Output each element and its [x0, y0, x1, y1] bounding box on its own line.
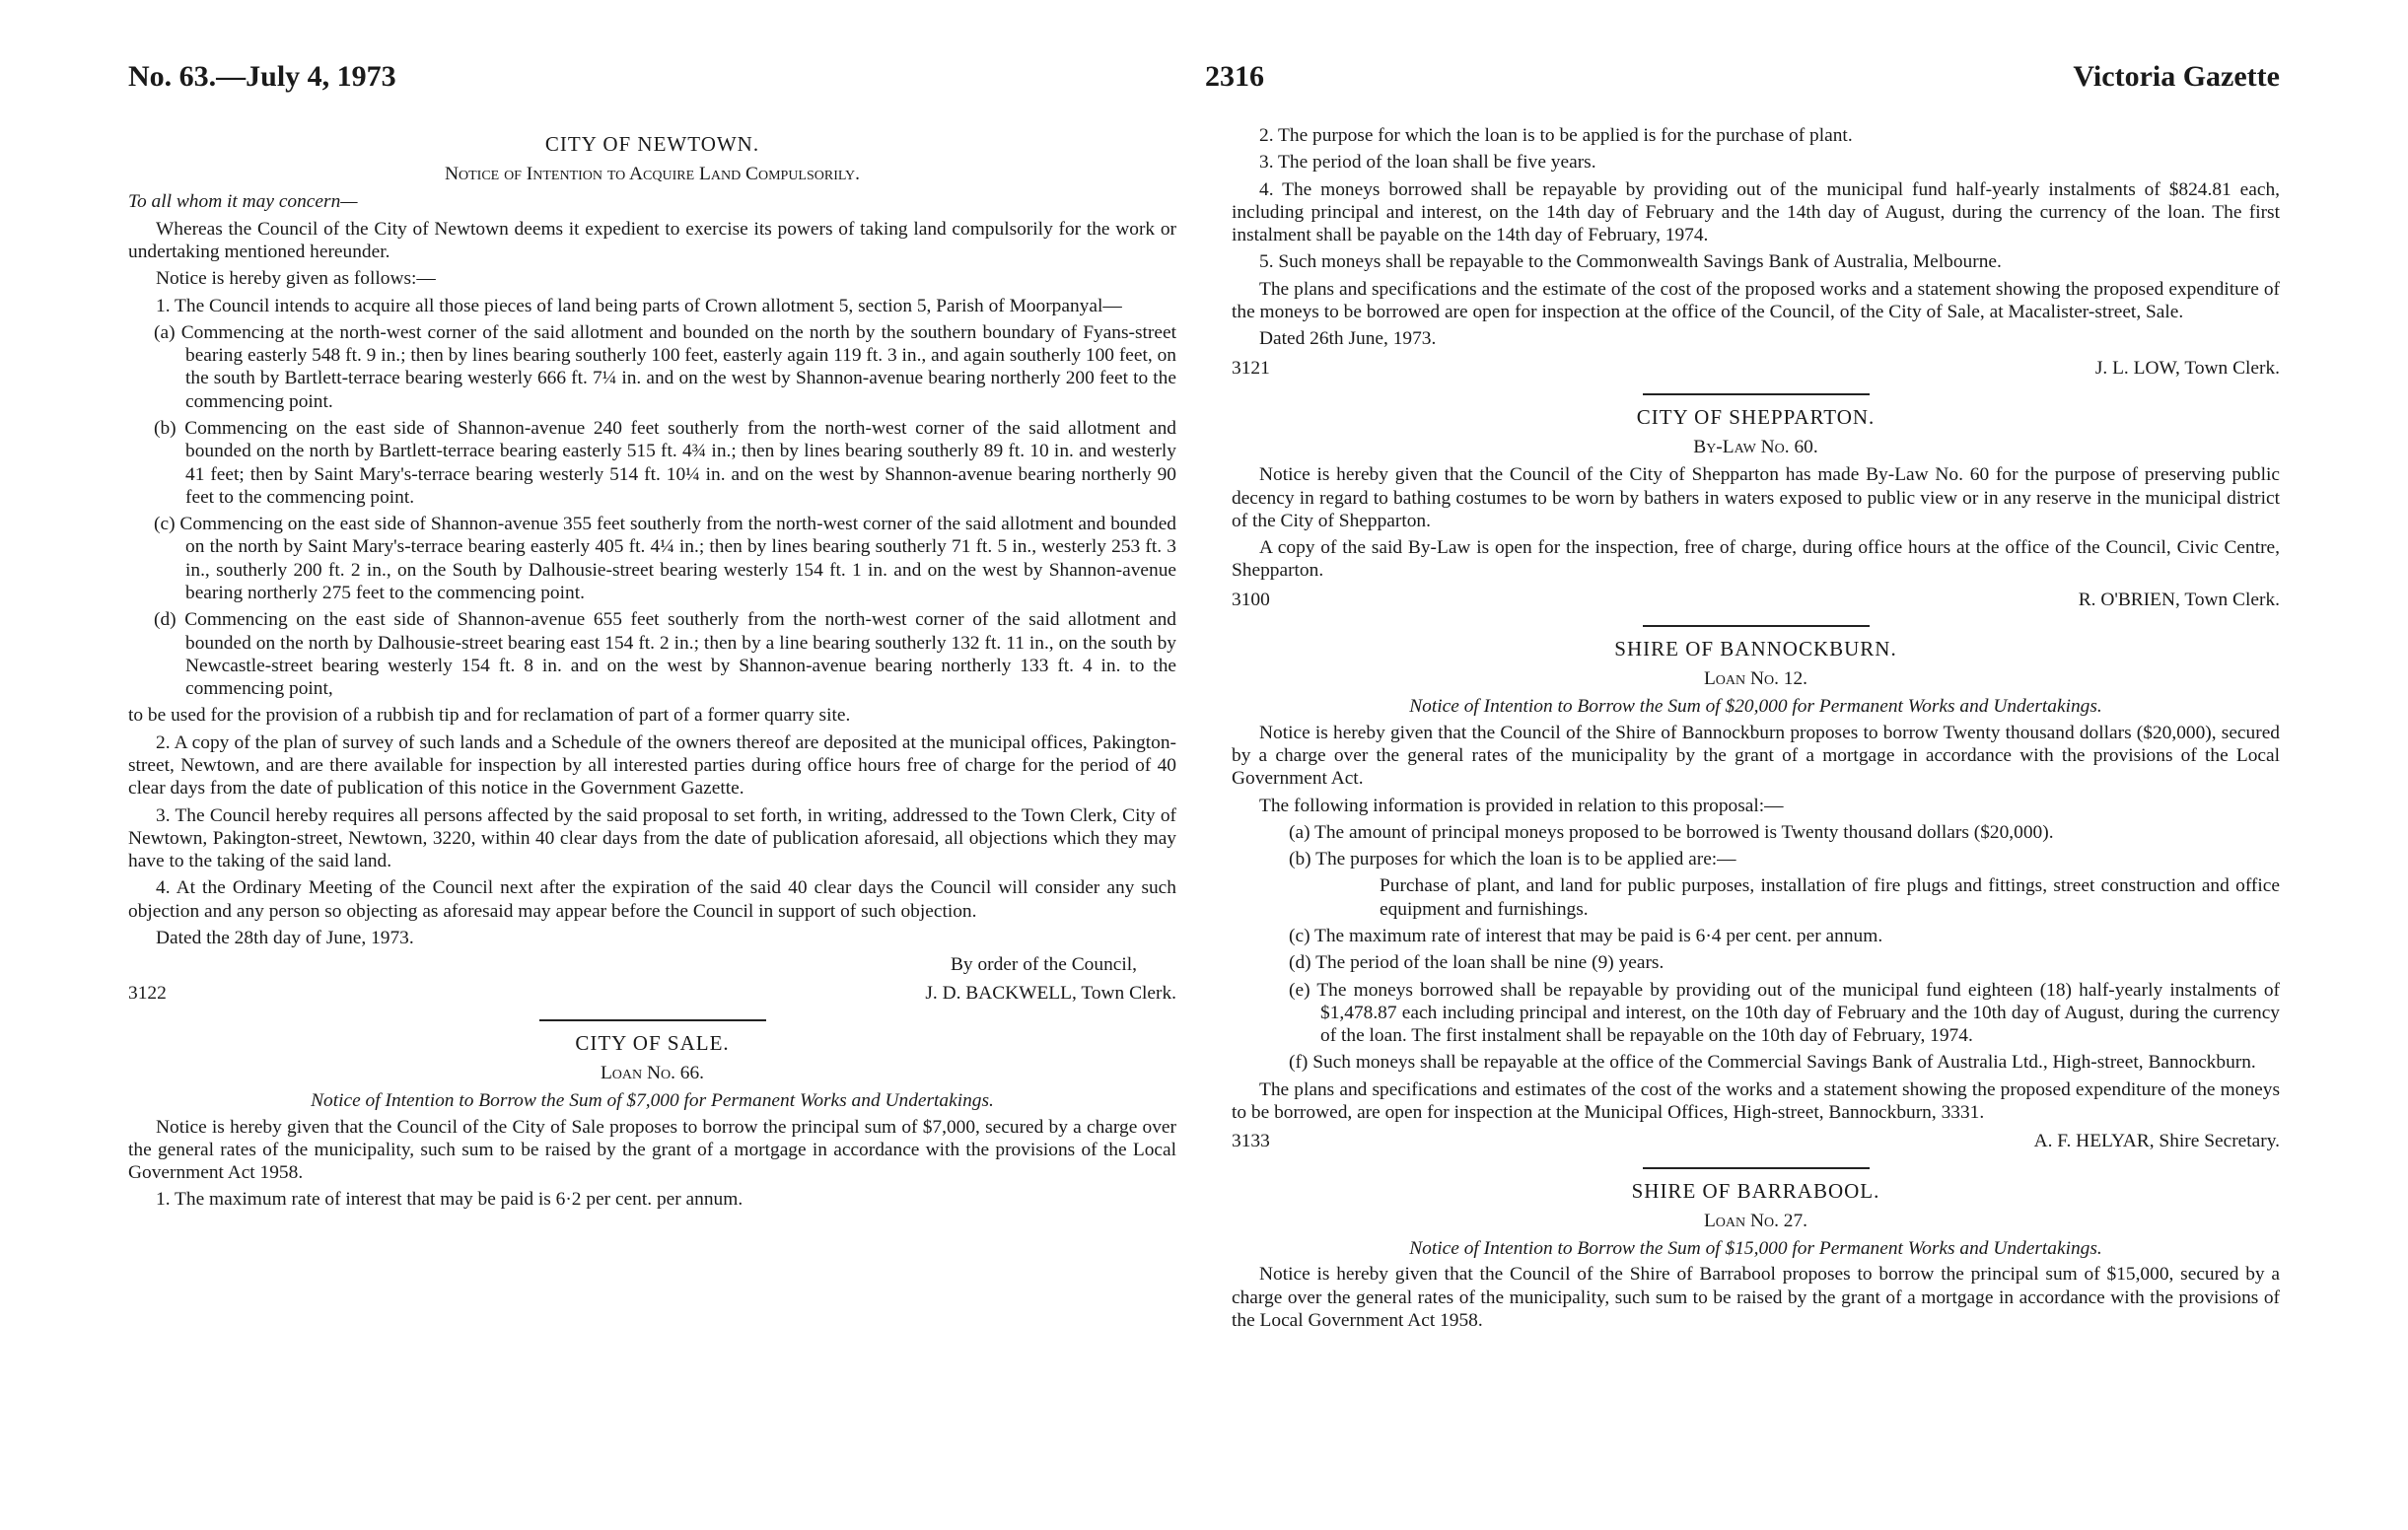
page-number: 2316	[1205, 60, 1265, 93]
clause-d: (d) The period of the loan shall be nine (9) years.	[1289, 952, 1664, 974]
paragraph: Notice is hereby given as follows:—	[156, 268, 436, 290]
paragraph: The following information is provided in relation to this proposal:—	[1259, 795, 1784, 816]
paragraph: A copy of the said By-Law is open for the inspection, free of charge, during office hours at the office of the Council, Civic Centre, Shepparton.	[1232, 537, 2280, 582]
newtown-notice	[128, 132, 1176, 1006]
paragraph: Notice is hereby given that the Council of the Shire of Bannockburn proposes to borrow Twenty thousand dollars ($20,000), secured by a charge over the general rates of the municipality by the grant of a mortgage in accordance with the provisions of the Local Government Act.	[1232, 722, 2280, 790]
reference-number: 3122	[128, 983, 167, 1005]
shepparton-notice	[1232, 405, 2280, 611]
paragraph: 1. The Council intends to acquire all those pieces of land being parts of Crown allotment 5, section 5, Parish of Moorpanyal—	[156, 295, 1122, 316]
paragraph: to be used for the provision of a rubbish tip and for reclamation of part of a former quarry site.	[128, 705, 851, 727]
loan-number: Loan No. 12.	[1703, 668, 1808, 690]
paragraph: Notice is hereby given that the Council of the Shire of Barrabool proposes to borrow the principal sum of $15,000, secured by a charge over the general rates of the municipality, such sum to be raised by the grant of a mortgage in accordance with the provisions of the Local Government Act 1958.	[1232, 1264, 2280, 1331]
paragraph: 5. Such moneys shall be repayable to the Commonwealth Savings Bank of Australia, Melbourne.	[1259, 251, 2002, 273]
reference-number: 3100	[1232, 589, 1270, 610]
clause-d: (d) Commencing on the east side of Shannon-avenue 655 feet southerly from the north-west corner of the said allotment and bounded on the north by Dalhousie-street bearing east 154 ft. 2 in.; then by a line bearing southerly 132 ft. 11 in., on the south by Newcastle-street bearing westerly 154 ft. 8 in. and on the west by Shannon-avenue bearing northerly 133 ft. 4 in. to the commencing point,	[154, 609, 1176, 700]
left-column	[128, 124, 1176, 1336]
notice-heading: CITY OF SHEPPARTON.	[1636, 404, 1876, 429]
salutation: To all whom it may concern—	[128, 191, 358, 213]
signatory: J. D. BACKWELL, Town Clerk.	[925, 983, 1176, 1005]
signature-row	[1232, 589, 2280, 611]
notice-heading: CITY OF SALE.	[575, 1030, 730, 1055]
loan-number: Loan No. 27.	[1703, 1210, 1808, 1231]
clause-b: (b) Commencing on the east side of Shannon-avenue 240 feet southerly from the north-west corner of the said allotment and bounded on the north by Bartlett-terrace bearing easterly 515 ft. 4¾ in.; then by lines bearing southerly 89 ft. 10 in. and westerly 41 feet; then by Saint Mary's-terrace bearing westerly 514 ft. 10¼ in. and on the west by Shannon-avenue bearing northerly 90 feet to the commencing point.	[154, 418, 1176, 508]
notice-subheading: Notice of Intention to Borrow the Sum of $7,000 for Permanent Works and Undertakings.	[311, 1090, 994, 1112]
clause-f: (f) Such moneys shall be repayable at the office of the Commercial Savings Bank of Australia Ltd., High-street, Bannockburn.	[1289, 1052, 2256, 1074]
paragraph: 2. A copy of the plan of survey of such lands and a Schedule of the owners thereof are deposited at the municipal offices, Pakington-street, Newtown, and are there available for inspection by all interested parties during office hours free of charge for the period of 40 clear days from the date of publication of this notice in the Government Gazette.	[128, 731, 1176, 800]
signature-row	[1232, 1130, 2280, 1152]
clause-b: (b) The purposes for which the loan is to be applied are:—	[1289, 849, 1736, 870]
notice-heading: CITY OF NEWTOWN.	[544, 132, 760, 156]
right-column	[1232, 124, 2280, 1336]
notice-subheading: Notice of Intention to Borrow the Sum of $20,000 for Permanent Works and Undertakings.	[1409, 696, 2102, 718]
section-divider	[1643, 625, 1870, 627]
section-divider	[1643, 1167, 1870, 1169]
bannockburn-notice	[1232, 637, 2280, 1153]
notice-heading: SHIRE OF BARRABOOL.	[1631, 1178, 1880, 1203]
bylaw-number: By-Law No. 60.	[1693, 437, 1818, 457]
section-divider	[1643, 393, 1870, 395]
paragraph: 2. The purpose for which the loan is to be applied is for the purchase of plant.	[1259, 125, 1853, 146]
gazette-title: Victoria Gazette	[2073, 60, 2280, 93]
notice-subheading: Notice of Intention to Borrow the Sum of $15,000 for Permanent Works and Undertakings.	[1409, 1237, 2102, 1259]
dated-line: Dated 26th June, 1973.	[1259, 328, 1437, 350]
loan-number: Loan No. 66.	[600, 1062, 705, 1083]
paragraph: 4. The moneys borrowed shall be repayable by providing out of the municipal fund half-yearly instalments of $824.81 each, including principal and interest, on the 14th day of February and the 14th day of August, during the currency of the loan. The first instalment shall be payable on the 14th day of February, 1974.	[1232, 178, 2280, 246]
signatory: A. F. HELYAR, Shire Secretary.	[2033, 1131, 2280, 1152]
paragraph: 3. The period of the loan shall be five years.	[1259, 152, 1596, 174]
paragraph: 4. At the Ordinary Meeting of the Council next after the expiration of the said 40 clear days the Council will consider any such objection and any person so objecting as aforesaid may appear before the Council in support of such objection.	[128, 877, 1176, 922]
barrabool-notice	[1232, 1179, 2280, 1333]
notice-subheading: Notice of Intention to Acquire Land Compulsorily.	[445, 164, 860, 185]
clause-a: (a) Commencing at the north-west corner of the said allotment and bounded on the north by the southern boundary of Fyans-street bearing easterly 548 ft. 9 in.; then by lines bearing southerly 100 feet, easterly again 119 ft. 3 in., and again southerly 100 feet, on the south by Bartlett-terrace bearing westerly 666 ft. 7¼ in. and on the west by Shannon-avenue bearing northerly 200 feet to the commencing point.	[154, 321, 1176, 412]
sale-notice	[128, 1031, 1176, 1212]
section-divider	[539, 1019, 766, 1021]
columns	[128, 124, 2280, 1336]
signature-row	[1232, 357, 2280, 380]
paragraph: The plans and specifications and estimates of the cost of the works and a statement showing the proposed expenditure of the moneys to be borrowed, are open for inspection at the Municipal Offices, High-street, Bannockburn, 3331.	[1232, 1078, 2280, 1123]
issue-number: No. 63.—July 4, 1973	[128, 60, 396, 93]
reference-number: 3121	[1232, 357, 1270, 379]
paragraph: The plans and specifications and the estimate of the cost of the proposed works and a statement showing the proposed expenditure of the moneys to be borrowed are open for inspection at the office of the Council, of the City of Sale, at Macalister-street, Sale.	[1232, 278, 2280, 322]
reference-number: 3133	[1232, 1131, 1270, 1152]
sale-notice-continued	[1232, 124, 2280, 380]
paragraph: 1. The maximum rate of interest that may be paid is 6·2 per cent. per annum.	[156, 1189, 744, 1211]
clause-c: (c) The maximum rate of interest that may be paid is 6·4 per cent. per annum.	[1289, 925, 1883, 946]
paragraph: Whereas the Council of the City of Newtown deems it expedient to exercise its powers of taking land compulsorily for the work or undertaking mentioned hereunder.	[128, 218, 1176, 263]
running-head	[128, 59, 2280, 106]
paragraph: Notice is hereby given that the Council of the City of Shepparton has made By-Law No. 60 for the purpose of preserving public decency in regard to bathing costumes to be worn by bathers in waters exposed to public view or in any reserve in the municipal district of the City of Shepparton.	[1232, 464, 2280, 531]
paragraph: Notice is hereby given that the Council of the City of Sale proposes to borrow the principal sum of $7,000, secured by a charge over the general rates of the municipality, such sum to be raised by the grant of a mortgage in accordance with the provisions of the Local Government Act 1958.	[128, 1116, 1176, 1184]
by-order-line: By order of the Council,	[950, 954, 1137, 976]
dated-line: Dated the 28th day of June, 1973.	[156, 927, 414, 948]
signatory: J. L. LOW, Town Clerk.	[2094, 357, 2280, 379]
signatory: R. O'BRIEN, Town Clerk.	[2078, 589, 2280, 610]
clause-e: (e) The moneys borrowed shall be repayable by providing out of the municipal fund eighteen (18) half-yearly instalments of $1,478.87 each including principal and interest, on the 10th day of February and the 10th day of August, during the currency of the loan. The first instalment shall be repayable on the 10th day of February, 1974.	[1289, 979, 2280, 1047]
clause-c: (c) Commencing on the east side of Shannon-avenue 355 feet southerly from the north-west corner of the said allotment and bounded on the north by Saint Mary's-terrace bearing easterly 405 ft. 4¼ in.; then by lines bearing southerly 71 ft. 5 in., westerly 253 ft. 3 in., southerly 200 ft. 2 in., on the South by Dalhousie-street bearing westerly 154 ft. 1 in. and on the west by Shannon-avenue bearing northerly 275 feet to the commencing point.	[154, 514, 1176, 603]
paragraph: 3. The Council hereby requires all persons affected by the said proposal to set forth, in writing, addressed to the Town Clerk, City of Newtown, Pakington-street, Newtown, 3220, within 40 clear days from the date of publication aforesaid, all objections which they may have to the taking of the said land.	[128, 804, 1176, 872]
notice-heading: SHIRE OF BANNOCKBURN.	[1614, 636, 1897, 661]
clause-b-detail: Purchase of plant, and land for public purposes, installation of fire plugs and fittings, street construction and office equipment and furnishings.	[1380, 875, 2280, 920]
signature-row	[128, 982, 1176, 1005]
clause-a: (a) The amount of principal moneys proposed to be borrowed is Twenty thousand dollars ($20,000).	[1289, 821, 2054, 843]
